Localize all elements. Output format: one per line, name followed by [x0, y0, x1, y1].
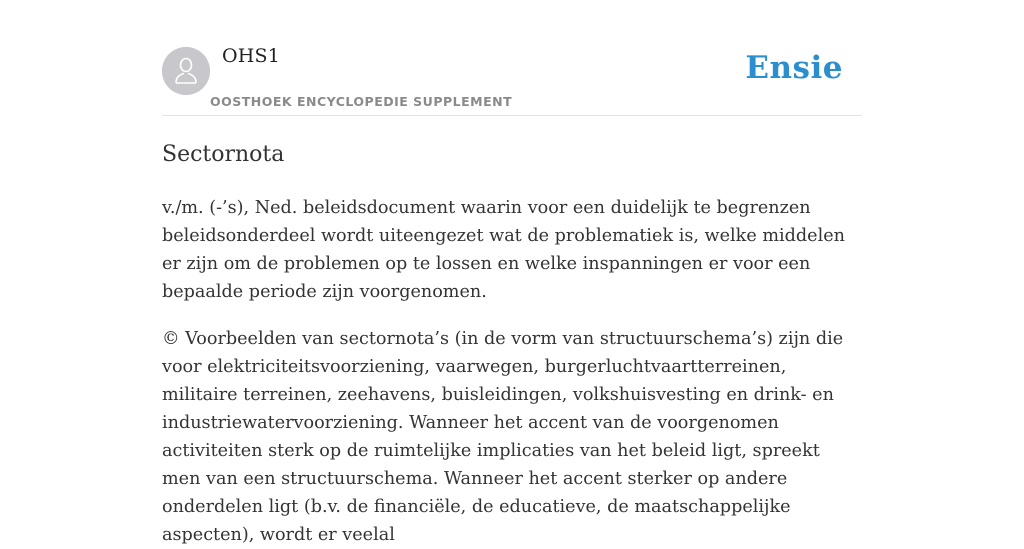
definition-paragraph: v./m. (-’s), Ned. beleidsdocument waarin voor een duidelijk te begrenzen beleidsonderdeel wordt uiteengezet wat de problematiek is, welke middelen er zijn om de problemen op te lossen en welke inspanningen er voor een bepaalde periode zijn voorgenomen.: [162, 198, 845, 302]
author-name[interactable]: OHS1: [222, 45, 281, 67]
content-container: [162, 0, 862, 549]
article-header: [162, 0, 862, 116]
body-paragraph: © Voorbeelden van sectornota’s (in de vorm van structuurschema’s) zijn die voor elektriciteitsvoorziening, vaarwegen, burgerluchtvaartterreinen, militaire terreinen, zeehavens, buisleidingen, volkshuisvesting en drink- en industriewatervoorziening. Wanneer het accent van de voorgenomen activiteiten sterk op de ruimtelijke implicaties van het beleid ligt, spreekt men van een structuurschema. Wanneer het accent sterker op andere onderdelen ligt (b.v. de financiële, de educatieve, de maatschappelijke aspecten), wordt er veelal: [162, 329, 844, 545]
page-title: Sectornota: [162, 142, 285, 167]
user-placeholder-icon: [162, 47, 210, 95]
source-label[interactable]: OOSTHOEK ENCYCLOPEDIE SUPPLEMENT: [210, 94, 513, 109]
avatar[interactable]: [162, 47, 210, 95]
brand-logo[interactable]: Ensie: [745, 50, 843, 86]
